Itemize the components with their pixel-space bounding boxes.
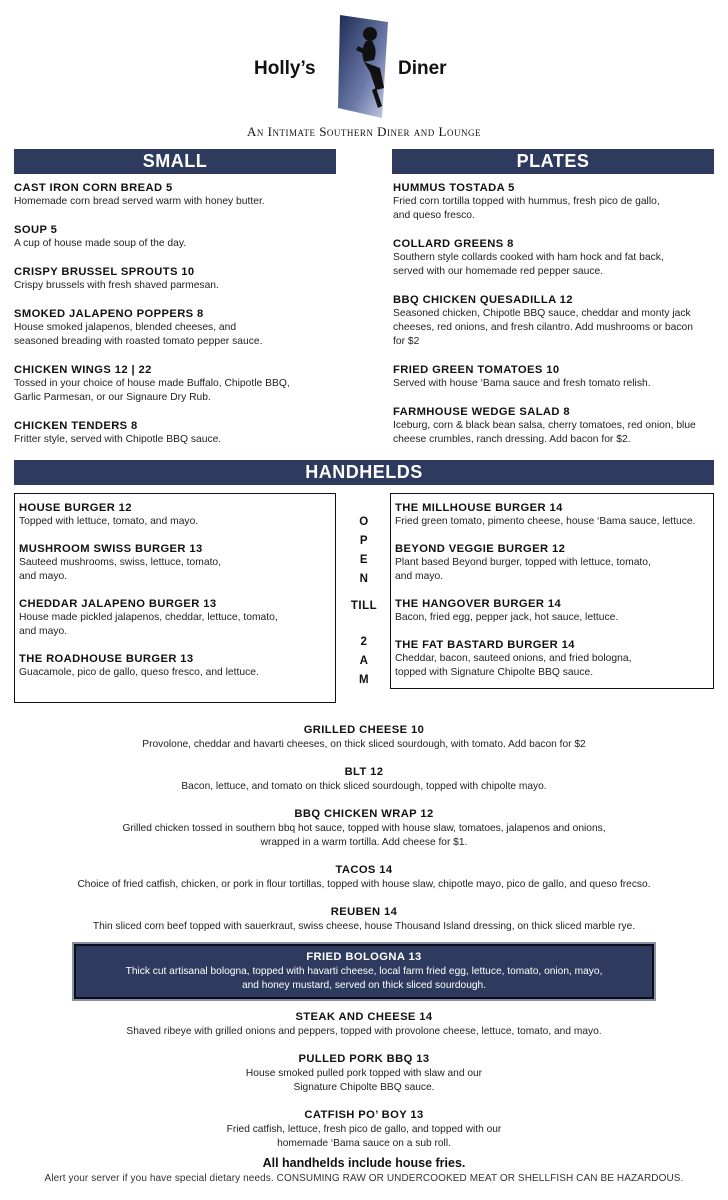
center-item <box>0 764 728 794</box>
small-item-title: CHICKEN WINGS 12 | 22 <box>14 364 152 376</box>
small-item-title: CAST IRON CORN BREAD 5 <box>14 182 173 194</box>
center-after-item <box>0 1051 728 1095</box>
center-after-item-desc: Fried catfish, lettuce, fresh pico de gallo, and topped with our homemade ‘Bama sauce on a sub roll. <box>226 1124 502 1149</box>
handheld-right-item-desc: Bacon, fried egg, pepper jack, hot sauce, lettuce. <box>395 612 619 623</box>
center-item-title: REUBEN 14 <box>330 906 398 918</box>
plates-item-title: FRIED GREEN TOMATOES 10 <box>393 364 560 376</box>
plates-item <box>393 405 723 447</box>
small-item-desc: Crispy brussels with fresh shaved parmesan. <box>14 280 219 291</box>
handhelds-banner: HANDHELDS <box>14 460 714 485</box>
handheld-left-item-desc: Sauteed mushrooms, swiss, lettuce, tomato, and mayo. <box>19 557 222 582</box>
small-item <box>14 223 344 251</box>
center-item-title: TACOS 14 <box>335 864 393 876</box>
plates-item-title: FARMHOUSE WEDGE SALAD 8 <box>393 406 571 418</box>
small-item <box>14 307 344 349</box>
center-after-item-title: CATFISH PO’ BOY 13 <box>304 1109 424 1121</box>
center-after-item <box>0 1009 728 1039</box>
center-after-item-title: STEAK AND CHEESE 14 <box>295 1011 433 1023</box>
featured-item-desc: Thick cut artisanal bologna, topped with havarti cheese, local farm fried egg, lettuce, tomato, onion, mayo, and honey mustard, served on thick sliced sourdough. <box>125 966 603 991</box>
logo <box>0 0 728 125</box>
small-item-desc: A cup of house made soup of the day. <box>14 238 187 249</box>
small-item-desc: Fritter style, served with Chipotle BBQ sauce. <box>14 434 222 445</box>
plates-item <box>393 293 723 349</box>
center-item <box>0 806 728 850</box>
handheld-left-item-title: HOUSE BURGER 12 <box>19 502 132 514</box>
handheld-left-item <box>19 652 335 680</box>
plates-item-desc: Iceburg, corn & black bean salsa, cherry tomatoes, red onion, blue cheese crumbles, ranch dressing. Add bacon for $2. <box>393 420 696 445</box>
handheld-right-item-desc: Plant based Beyond burger, topped with lettuce, tomato, and mayo. <box>395 557 651 582</box>
small-item <box>14 419 344 447</box>
handheld-left-item <box>19 597 335 639</box>
handheld-right-item-title: BEYOND VEGGIE BURGER 12 <box>395 543 566 555</box>
handheld-left-item-title: THE ROADHOUSE BURGER 13 <box>19 653 194 665</box>
brand-name-right: Diner <box>398 58 447 79</box>
center-item-title: GRILLED CHEESE 10 <box>303 724 425 736</box>
plates-item-title: COLLARD GREENS 8 <box>393 238 514 250</box>
handheld-right-item-title: THE MILLHOUSE BURGER 14 <box>395 502 563 514</box>
plates-item-desc: Served with house ‘Bama sauce and fresh tomato relish. <box>393 378 651 389</box>
handhelds-left-box <box>14 493 336 703</box>
center-after-item-desc: Shaved ribeye with grilled onions and peppers, topped with provolone cheese, lettuce, tomato, and mayo. <box>126 1026 602 1037</box>
handhelds-right-box <box>390 493 714 689</box>
small-banner: SMALL <box>14 149 336 174</box>
small-item-desc: House smoked jalapenos, blended cheeses, and seasoned breading with roasted tomato pepper sauce. <box>14 322 263 347</box>
center-after-item-title: PULLED PORK BBQ 13 <box>298 1053 430 1065</box>
featured-item-title: FRIED BOLOGNA 13 <box>306 951 422 963</box>
plates-item-desc: Seasoned chicken, Chipotle BBQ sauce, cheddar and monty jack cheeses, red onions, and fresh cilantro. Add mushrooms or bacon for $2 <box>393 308 693 347</box>
hours-label: 2 A M <box>358 636 370 686</box>
handheld-right-item-desc: Fried green tomato, pimento cheese, house ‘Bama sauce, lettuce. <box>395 516 696 527</box>
allergy-disclaimer: Alert your server if you have special dietary needs. CONSUMING RAW OR UNDERCOOKED MEAT OR SHELLFISH CAN BE HAZARDOUS. <box>44 1173 684 1184</box>
handheld-left-item <box>19 501 335 529</box>
handheld-left-item-title: MUSHROOM SWISS BURGER 13 <box>19 543 203 555</box>
plates-item-desc: Southern style collards cooked with ham hock and fat back, served with our homemade red pepper sauce. <box>393 252 664 277</box>
plates-item <box>393 181 723 223</box>
small-item <box>14 181 344 209</box>
center-item-desc: Provolone, cheddar and havarti cheeses, on thick sliced sourdough, with tomato. Add bacon for $2 <box>142 739 586 750</box>
small-item-desc: Homemade corn bread served warm with honey butter. <box>14 196 265 207</box>
plates-items <box>393 181 723 447</box>
handheld-left-item-desc: Guacamole, pico de gallo, queso fresco, and lettuce. <box>19 667 259 678</box>
handheld-right-item-desc: Cheddar, bacon, sauteed onions, and fried bologna, topped with Signature Chipolte BBQ sauce. <box>395 653 632 678</box>
handheld-right-item <box>395 597 713 625</box>
center-item <box>0 862 728 892</box>
brand-name-left: Holly’s <box>254 58 316 79</box>
plates-item <box>393 363 723 391</box>
center-item-desc: Choice of fried catfish, chicken, or pork in flour tortillas, topped with house slaw, chipotle mayo, pico de gallo, and queso frecso. <box>77 879 651 890</box>
plates-item-desc: Fried corn tortilla topped with hummus, fresh pico de gallo, and queso fresco. <box>393 196 660 221</box>
center-item-title: BBQ CHICKEN WRAP 12 <box>294 808 434 820</box>
fries-note: All handhelds include house fries. <box>262 1156 466 1170</box>
handheld-right-item-title: THE FAT BASTARD BURGER 14 <box>395 639 575 651</box>
plates-item-title: BBQ CHICKEN QUESADILLA 12 <box>393 294 573 306</box>
center-item <box>0 722 728 752</box>
center-item-desc: Thin sliced corn beef topped with sauerkraut, swiss cheese, house Thousand Island dressing, on thick sliced marble rye. <box>92 921 636 932</box>
small-item-title: CHICKEN TENDERS 8 <box>14 420 138 432</box>
plates-banner: PLATES <box>392 149 714 174</box>
small-items <box>14 181 344 447</box>
handheld-right-item-title: THE HANGOVER BURGER 14 <box>395 598 562 610</box>
handhelds-center-list <box>0 722 728 1151</box>
small-item-title: SMOKED JALAPENO POPPERS 8 <box>14 308 204 320</box>
center-after-item-desc: House smoked pulled pork topped with slaw and our Signature Chipolte BBQ sauce. <box>245 1068 483 1093</box>
small-item <box>14 363 344 405</box>
small-item-title: CRISPY BRUSSEL SPROUTS 10 <box>14 266 195 278</box>
small-item-title: SOUP 5 <box>14 224 58 236</box>
center-item <box>0 904 728 934</box>
small-item <box>14 265 344 293</box>
center-after-item <box>0 1107 728 1151</box>
handheld-left-item-desc: Topped with lettuce, tomato, and mayo. <box>19 516 199 527</box>
tagline: An Intimate Southern Diner and Lounge <box>246 124 481 139</box>
handheld-left-item-desc: House made pickled jalapenos, cheddar, lettuce, tomato, and mayo. <box>19 612 278 637</box>
handheld-left-item-title: CHEDDAR JALAPENO BURGER 13 <box>19 598 217 610</box>
plates-item <box>393 237 723 279</box>
plates-item-title: HUMMUS TOSTADA 5 <box>393 182 515 194</box>
center-item-desc: Bacon, lettuce, and tomato on thick sliced sourdough, topped with chipolte mayo. <box>181 781 547 792</box>
pinup-girl-logo-icon <box>320 10 400 120</box>
featured-item <box>74 944 654 999</box>
handheld-right-item <box>395 501 713 529</box>
handheld-right-item <box>395 638 713 680</box>
center-item-desc: Grilled chicken tossed in southern bbq hot sauce, topped with house slaw, tomatoes, jalapenos and onions, wrapped in a warm tortilla. Add cheese for $1. <box>122 823 606 848</box>
till-label: TILL <box>350 600 378 612</box>
open-label: O P E N <box>359 516 369 585</box>
center-item-title: BLT 12 <box>344 766 384 778</box>
handheld-left-item <box>19 542 335 584</box>
small-item-desc: Tossed in your choice of house made Buffalo, Chipotle BBQ, Garlic Parmesan, or our Signaure Dry Rub. <box>14 378 290 403</box>
handheld-right-item <box>395 542 713 584</box>
